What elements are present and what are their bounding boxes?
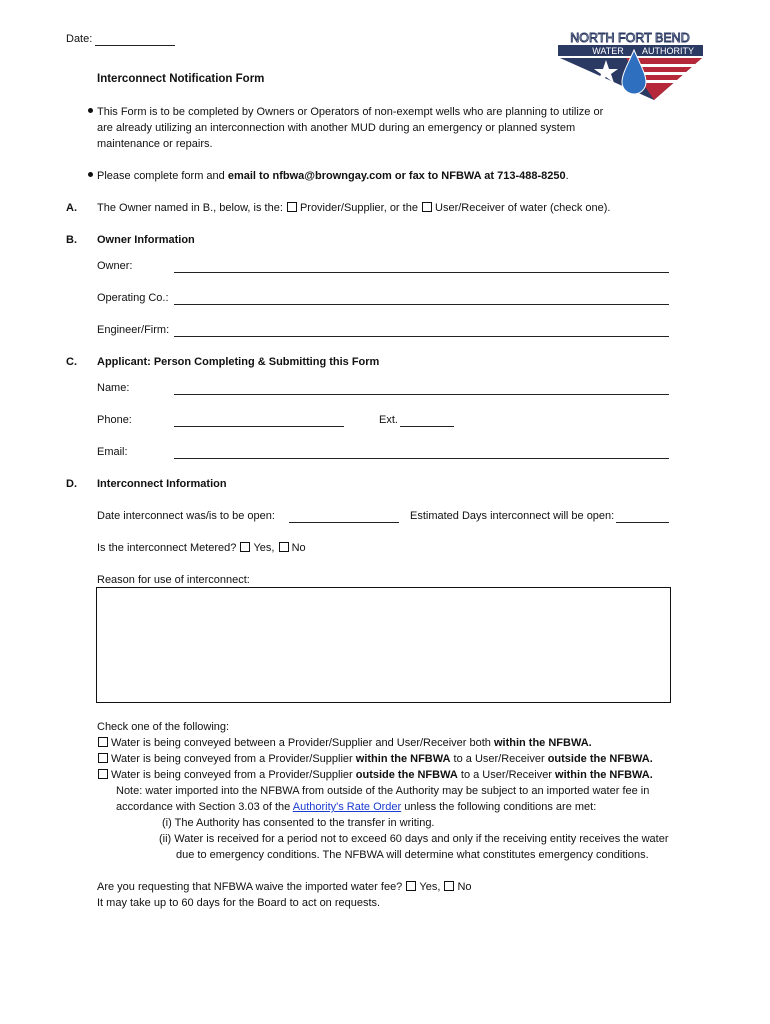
engineer-label: Engineer/Firm: — [97, 324, 170, 336]
bullet-1-line-2: are already utilizing an interconnection with another MUD during an emergency or planned system — [97, 122, 576, 134]
phone-field[interactable] — [174, 426, 344, 427]
waiver-yes-checkbox[interactable] — [406, 881, 416, 891]
section-c-title: Applicant: Person Completing & Submitting this Form — [97, 356, 380, 368]
section-d-letter: D. — [66, 478, 77, 490]
email-label: Email: — [97, 446, 128, 458]
provider-checkbox[interactable] — [287, 202, 297, 212]
date-open-label: Date interconnect was/is to be open: — [97, 510, 275, 522]
operating-co-field[interactable] — [174, 304, 669, 305]
date-label: Date: — [66, 33, 93, 45]
reason-label: Reason for use of interconnect: — [97, 574, 250, 586]
waiver-question: Are you requesting that NFBWA waive the imported water fee? — [97, 881, 403, 893]
name-field[interactable] — [174, 394, 669, 395]
email-field[interactable] — [174, 458, 669, 459]
waiver-note: It may take up to 60 days for the Board to act on requests. — [97, 897, 381, 909]
check-intro: Check one of the following: — [97, 721, 230, 733]
est-days-field[interactable] — [616, 522, 669, 523]
waiver-row: Are you requesting that NFBWA waive the imported water fee? Yes, No — [97, 881, 472, 893]
rate-order-link[interactable]: Authority's Rate Order — [292, 801, 402, 813]
note-line-1: Note: water imported into the NFBWA from outside of the Authority may be subject to an imported water fee in — [116, 785, 650, 797]
section-c-letter: C. — [66, 356, 77, 368]
condition-2-line-2: due to emergency conditions. The NFBWA will determine what constitutes emergency conditions. — [176, 849, 649, 861]
nfbwa-logo — [556, 30, 706, 102]
reason-textbox[interactable] — [96, 587, 671, 703]
section-d-title: Interconnect Information — [97, 478, 227, 490]
check-option-3: Water is being conveyed from a Provider/Supplier outside the NFBWA to a User/Receiver within the NFBWA. — [97, 769, 653, 781]
date-field[interactable] — [95, 45, 175, 46]
logo-water: WATER — [592, 46, 624, 56]
owner-field[interactable] — [174, 272, 669, 273]
engineer-field[interactable] — [174, 336, 669, 337]
metered-yes-checkbox[interactable] — [240, 542, 250, 552]
waiver-no-checkbox[interactable] — [444, 881, 454, 891]
bullet-2: Please complete form and email to nfbwa@browngay.com or fax to NFBWA at 713-488-8250. — [88, 170, 569, 182]
contact-info: email to nfbwa@browngay.com or fax to NFBWA at 713-488-8250 — [227, 170, 566, 182]
ext-label: Ext. — [379, 414, 398, 426]
bullet-1-line-1: This Form is to be completed by Owners or Operators of non-exempt wells who are planning to utilize or — [88, 106, 603, 118]
condition-2-line-1: (ii) Water is received for a period not to exceed 60 days and only if the receiving entity receives the water — [159, 833, 669, 845]
operating-co-label: Operating Co.: — [97, 292, 169, 304]
phone-label: Phone: — [97, 414, 132, 426]
option-1-checkbox[interactable] — [98, 737, 108, 747]
metered-question: Is the interconnect Metered? — [97, 542, 237, 554]
metered-no-checkbox[interactable] — [279, 542, 289, 552]
note-line-2: accordance with Section 3.03 of the Authority's Rate Order unless the following conditions are met: — [116, 801, 597, 813]
est-days-label: Estimated Days interconnect will be open: — [410, 510, 615, 522]
name-label: Name: — [97, 382, 130, 394]
logo-title: NORTH FORT BEND — [570, 31, 690, 45]
check-option-1: Water is being conveyed between a Provider/Supplier and User/Receiver both within the NFBWA. — [97, 737, 592, 749]
section-a-text: The Owner named in B., below, is the: Provider/Supplier, or the User/Receiver of water (check one). — [97, 202, 611, 214]
owner-label: Owner: — [97, 260, 133, 272]
option-2-checkbox[interactable] — [98, 753, 108, 763]
metered-row: Is the interconnect Metered? Yes, No — [97, 542, 306, 554]
logo-authority: AUTHORITY — [641, 46, 695, 56]
bullet-1-line-3: maintenance or repairs. — [97, 138, 213, 150]
date-open-field[interactable] — [289, 522, 399, 523]
option-3-checkbox[interactable] — [98, 769, 108, 779]
bullet-icon — [88, 108, 93, 113]
form-title: Interconnect Notification Form — [97, 73, 265, 85]
section-a-letter: A. — [66, 202, 77, 214]
section-b-title: Owner Information — [97, 234, 195, 246]
logo-graphic — [556, 30, 706, 102]
ext-field[interactable] — [400, 426, 454, 427]
check-option-2: Water is being conveyed from a Provider/Supplier within the NFBWA to a User/Receiver outside the NFBWA. — [97, 753, 653, 765]
condition-1: (i) The Authority has consented to the transfer in writing. — [162, 817, 435, 829]
section-b-letter: B. — [66, 234, 77, 246]
receiver-checkbox[interactable] — [422, 202, 432, 212]
bullet-icon — [88, 172, 93, 177]
